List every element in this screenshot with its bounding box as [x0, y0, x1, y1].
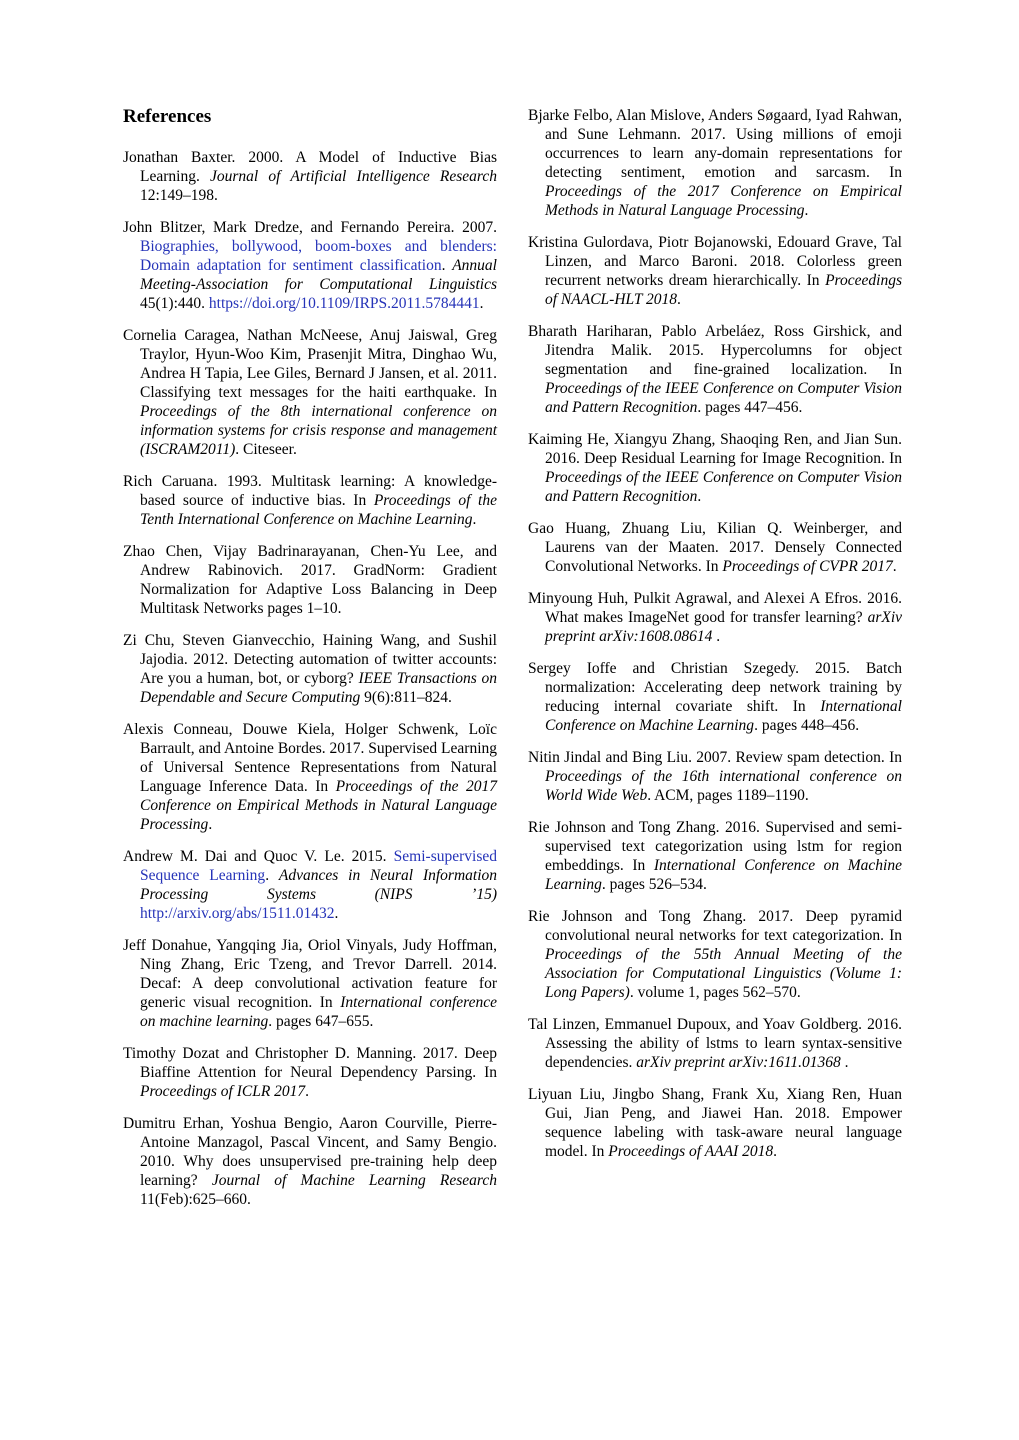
reference-entry [123, 1114, 497, 1209]
reference-text: 45(1):440. [140, 295, 209, 312]
reference-venue: Proceedings of the 55th Annual Meeting of the Association for Computational Linguistics (Volume 1: Long Papers) [545, 946, 902, 1001]
reference-entry [528, 1015, 902, 1072]
reference-entry [528, 233, 902, 309]
reference-text: . [479, 295, 484, 312]
reference-entry [123, 326, 497, 459]
references-column-left [123, 106, 497, 1222]
reference-text: . pages 448–456. [754, 717, 860, 734]
reference-text: Alexis Conneau, Douwe Kiela, Holger Schwenk, Loïc Barrault, and Antoine Bordes. 2017. Supervised Learning of Universal Sentence Representations from Natural Language Inference Data. In [123, 721, 497, 795]
reference-text: . [472, 511, 477, 528]
reference-venue: Journal of Machine Learning Research [211, 1172, 497, 1189]
reference-text: . [441, 257, 453, 274]
reference-text: Minyoung Huh, Pulkit Agrawal, and Alexei A Efros. 2016. What makes ImageNet good for transfer learning? [528, 590, 902, 626]
reference-text: Kaiming He, Xiangyu Zhang, Shaoqing Ren, and Jian Sun. 2016. Deep Residual Learning for Image Recognition. In [528, 431, 902, 467]
reference-entry [528, 106, 902, 220]
reference-text: Kristina Gulordava, Piotr Bojanowski, Edouard Grave, Tal Linzen, and Marco Baroni. 2018. Colorless green recurrent networks dream hierarchically. In [528, 234, 902, 289]
reference-entry [123, 720, 497, 834]
reference-entry [528, 1085, 902, 1161]
references-heading: References [123, 106, 212, 127]
references-column-right [528, 106, 902, 1174]
reference-venue: Advances in Neural Information Processing Systems (NIPS ’15) [140, 867, 497, 903]
reference-link[interactable]: Biographies, bollywood, boom-boxes and blenders: Domain adaptation for sentiment classification [140, 238, 497, 274]
reference-entry [528, 818, 902, 894]
reference-venue: Proceedings of ICLR 2017 [140, 1083, 306, 1100]
reference-text: Jeff Donahue, Yangqing Jia, Oriol Vinyals, Judy Hoffman, Ning Zhang, Eric Tzeng, and Trevor Darrell. 2014. Decaf: A deep convolutional activation feature for generic visual recognition. In [123, 937, 497, 1011]
reference-venue: Proceedings of CVPR 2017 [722, 558, 893, 575]
reference-entry [528, 748, 902, 805]
reference-entry [528, 659, 902, 735]
reference-venue: Proceedings of the IEEE Conference on Computer Vision and Pattern Recognition [545, 380, 902, 416]
reference-link[interactable]: Semi-supervised Sequence Learning [140, 848, 497, 884]
reference-entry [123, 1044, 497, 1101]
reference-entry [123, 847, 497, 923]
reference-venue: Proceedings of AAAI 2018 [608, 1143, 774, 1160]
reference-text: Rie Johnson and Tong Zhang. 2017. Deep pyramid convolutional neural networks for text categorization. In [528, 908, 902, 944]
reference-text: . [840, 1054, 849, 1071]
reference-text: . Citeseer. [235, 441, 297, 458]
ref-column [528, 106, 902, 1161]
reference-venue: Proceedings of the 8th international conference on information systems for crisis response and management (ISCRAM2011) [140, 403, 497, 458]
reference-venue: International conference on machine learning [140, 994, 497, 1030]
reference-venue: Proceedings of the IEEE Conference on Computer Vision and Pattern Recognition [545, 469, 902, 505]
reference-text: . [208, 816, 213, 833]
reference-venue: Journal of Artificial Intelligence Research [210, 168, 497, 185]
reference-text: Cornelia Caragea, Nathan McNeese, Anuj Jaiswal, Greg Traylor, Hyun-Woo Kim, Prasenjit Mitra, Dinghao Wu, Andrea H Tapia, Lee Giles, Bernard J Jansen, et al. 2011. Classifying text messages for the haiti earthquake. In [123, 327, 497, 401]
reference-text: . [334, 905, 339, 922]
reference-venue: Proceedings of the 16th international conference on World Wide Web [545, 768, 902, 804]
reference-venue: arXiv preprint arXiv:1611.01368 [636, 1054, 841, 1071]
reference-text: . [305, 1083, 310, 1100]
reference-venue: Proceedings of NAACL-HLT 2018 [545, 272, 902, 308]
reference-text: Timothy Dozat and Christopher D. Manning. 2017. Deep Biaffine Attention for Neural Dependency Parsing. In [123, 1045, 497, 1081]
reference-text: Zi Chu, Steven Gianvecchio, Haining Wang, and Sushil Jajodia. 2012. Detecting automation of twitter accounts: Are you a human, bot, or cyborg? [123, 632, 497, 687]
reference-entry [528, 907, 902, 1002]
reference-entry [528, 519, 902, 576]
reference-text: Nitin Jindal and Bing Liu. 2007. Review spam detection. In [528, 749, 902, 766]
reference-text: Bharath Hariharan, Pablo Arbeláez, Ross Girshick, and Jitendra Malik. 2015. Hypercolumns for object segmentation and fine-grained localization. In [528, 323, 902, 378]
reference-text: Dumitru Erhan, Yoshua Bengio, Aaron Courville, Pierre-Antoine Manzagol, Pascal Vincent, and Samy Bengio. 2010. Why does unsupervised pre-training help deep learning? [123, 1115, 497, 1189]
reference-text: . pages 447–456. [697, 399, 803, 416]
reference-text: Tal Linzen, Emmanuel Dupoux, and Yoav Goldberg. 2016. Assessing the ability of lstms to learn syntax-sensitive dependencies. [528, 1016, 902, 1071]
reference-text: . [677, 291, 681, 308]
reference-text: . [712, 628, 721, 645]
reference-link[interactable]: https://doi.org/10.1109/IRPS.2011.5784441 [208, 295, 480, 312]
reference-entry [528, 322, 902, 417]
reference-text: 11(Feb):625–660. [140, 1191, 251, 1208]
reference-venue: Proceedings of the 2017 Conference on Empirical Methods in Natural Language Processing [140, 778, 497, 833]
reference-venue: IEEE Transactions on Dependable and Secure Computing [140, 670, 497, 706]
reference-entry [123, 472, 497, 529]
reference-entry [528, 430, 902, 506]
reference-text: John Blitzer, Mark Dredze, and Fernando Pereira. 2007. [123, 219, 497, 236]
reference-entry [123, 148, 497, 205]
reference-text: . pages 526–534. [601, 876, 707, 893]
reference-text: . [773, 1143, 778, 1160]
reference-venue: arXiv preprint arXiv:1608.08614 [545, 609, 902, 645]
reference-venue: International Conference on Machine Learning [545, 857, 902, 893]
reference-text: . [892, 558, 897, 575]
reference-venue: Annual Meeting-Association for Computational Linguistics [140, 257, 497, 293]
reference-text: Gao Huang, Zhuang Liu, Kilian Q. Weinberger, and Laurens van der Maaten. 2017. Densely Connected Convolutional Networks. In [528, 520, 902, 575]
reference-text: Jonathan Baxter. 2000. A Model of Inductive Bias Learning. [123, 149, 497, 185]
reference-entry [123, 631, 497, 707]
reference-venue: Proceedings of the 2017 Conference on Empirical Methods in Natural Language Processing [545, 183, 902, 219]
ref-column [123, 148, 497, 1209]
reference-entry [123, 218, 497, 313]
reference-text: . ACM, pages 1189–1190. [647, 787, 809, 804]
reference-text: Sergey Ioffe and Christian Szegedy. 2015. Batch normalization: Accelerating deep network training by reducing internal covariate shift. In [528, 660, 902, 715]
reference-text: 12:149–198. [140, 187, 218, 204]
reference-text: Liyuan Liu, Jingbo Shang, Frank Xu, Xiang Ren, Huan Gui, Jian Peng, and Jiawei Han. 2018. Empower sequence labeling with task-aware neural language model. In [528, 1086, 902, 1160]
reference-text: . [804, 202, 809, 219]
reference-text: . volume 1, pages 562–570. [629, 984, 801, 1001]
reference-link[interactable]: http://arxiv.org/abs/1511.01432 [140, 905, 335, 922]
reference-text: . [265, 867, 279, 884]
reference-text: 9(6):811–824. [360, 689, 452, 706]
reference-text: Andrew M. Dai and Quoc V. Le. 2015. [123, 848, 394, 865]
reference-text: Zhao Chen, Vijay Badrinarayanan, Chen-Yu Lee, and Andrew Rabinovich. 2017. GradNorm: Gradient Normalization for Adaptive Loss Balancing in Deep Multitask Networks pages 1–10. [123, 543, 497, 617]
reference-entry [123, 936, 497, 1031]
reference-text: . [697, 488, 702, 505]
reference-text: Rie Johnson and Tong Zhang. 2016. Supervised and semi-supervised text categorization using lstm for region embeddings. In [528, 819, 902, 874]
reference-text: . pages 647–655. [268, 1013, 374, 1030]
reference-text: Rich Caruana. 1993. Multitask learning: A knowledge-based source of inductive bias. In [123, 473, 497, 509]
reference-venue: International Conference on Machine Learning [545, 698, 902, 734]
reference-entry [528, 589, 902, 646]
reference-venue: Proceedings of the Tenth International Conference on Machine Learning [140, 492, 497, 528]
reference-text: Bjarke Felbo, Alan Mislove, Anders Søgaard, Iyad Rahwan, and Sune Lehmann. 2017. Using millions of emoji occurrences to learn any-domain representations for detecting sentiment, emotion and sarcasm. In [528, 107, 902, 181]
reference-entry [123, 542, 497, 618]
